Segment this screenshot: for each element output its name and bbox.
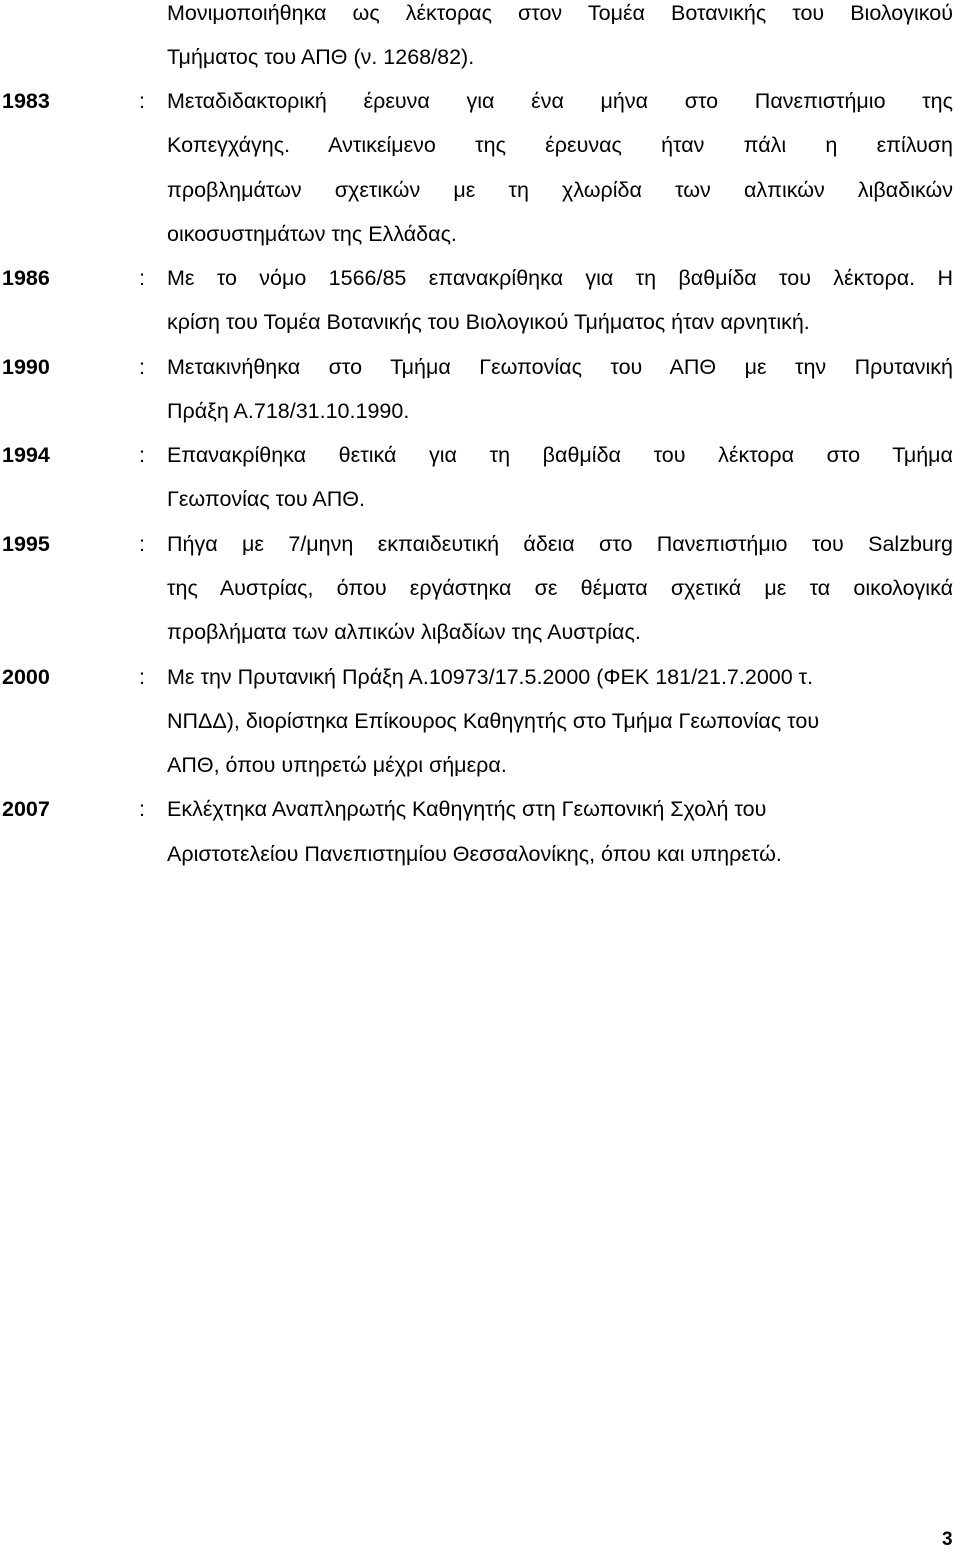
entry-separator: : bbox=[139, 532, 145, 556]
entry-2007-line-2: Αριστοτελείου Πανεπιστημίου Θεσσαλονίκης, όπου και υπηρετώ. bbox=[167, 842, 782, 866]
entry-separator: : bbox=[139, 443, 145, 467]
entry-1983-line-3: προβλημάτων σχετικών με τη χλωρίδα των αλπικών λιβαδικών bbox=[167, 178, 953, 202]
entry-1990-line-1: Μετακινήθηκα στο Τμήμα Γεωπονίας του ΑΠΘ με την Πρυτανική bbox=[167, 355, 953, 379]
entry-1986-line-1: Με το νόμο 1566/85 επανακρίθηκα για τη βαθμίδα του λέκτορα. Η bbox=[167, 266, 953, 290]
entry-separator: : bbox=[139, 665, 145, 689]
entry-year-2007: 2007 bbox=[2, 797, 50, 821]
entry-1983-line-2: Κοπεγχάγης. Αντικείμενο της έρευνας ήταν πάλι η επίλυση bbox=[167, 133, 953, 157]
entry-1983-line-1: Μεταδιδακτορική έρευνα για ένα μήνα στο Πανεπιστήμιο της bbox=[167, 89, 953, 113]
entry-year-1994: 1994 bbox=[2, 443, 50, 467]
entry-year-1990: 1990 bbox=[2, 355, 50, 379]
entry-2000-line-3: ΑΠΘ, όπου υπηρετώ μέχρι σήμερα. bbox=[167, 753, 507, 777]
intro-line-1: Μονιμοποιήθηκα ως λέκτορας στον Τομέα Βοτανικής του Βιολογικού bbox=[167, 1, 953, 25]
entry-1994-line-1: Επανακρίθηκα θετικά για τη βαθμίδα του λέκτορα στο Τμήμα bbox=[167, 443, 953, 467]
intro-line-2: Τμήματος του ΑΠΘ (ν. 1268/82). bbox=[167, 45, 475, 69]
entry-1986-line-2: κρίση του Τομέα Βοτανικής του Βιολογικού Τμήματος ήταν αρνητική. bbox=[167, 310, 810, 334]
entry-separator: : bbox=[139, 355, 145, 379]
entry-year-1983: 1983 bbox=[2, 89, 50, 113]
entry-separator: : bbox=[139, 797, 145, 821]
entry-2000-line-1: Με την Πρυτανική Πράξη Α.10973/17.5.2000 (ΦΕΚ 181/21.7.2000 τ. bbox=[167, 665, 814, 689]
page-number: 3 bbox=[942, 1529, 953, 1550]
entry-1995-line-1: Πήγα με 7/μηνη εκπαιδευτική άδεια στο Πανεπιστήμιο του Salzburg bbox=[167, 532, 953, 556]
entry-2000-line-2: ΝΠΔΔ), διορίστηκα Επίκουρος Καθηγητής στο Τμήμα Γεωπονίας του bbox=[167, 709, 820, 733]
entry-1990-line-2: Πράξη Α.718/31.10.1990. bbox=[167, 399, 410, 423]
entry-1995-line-2: της Αυστρίας, όπου εργάστηκα σε θέματα σχετικά με τα οικολογικά bbox=[167, 576, 953, 600]
entry-1983-line-4: οικοσυστημάτων της Ελλάδας. bbox=[167, 222, 457, 246]
entry-1995-line-3: προβλήματα των αλπικών λιβαδίων της Αυστρίας. bbox=[167, 620, 641, 644]
entry-separator: : bbox=[139, 89, 145, 113]
entry-year-1986: 1986 bbox=[2, 266, 50, 290]
entry-year-2000: 2000 bbox=[2, 665, 50, 689]
entry-year-1995: 1995 bbox=[2, 532, 50, 556]
entry-2007-line-1: Εκλέχτηκα Αναπληρωτής Καθηγητής στη Γεωπονική Σχολή του bbox=[167, 797, 767, 821]
entry-1994-line-2: Γεωπονίας του ΑΠΘ. bbox=[167, 487, 365, 511]
entry-separator: : bbox=[139, 266, 145, 290]
